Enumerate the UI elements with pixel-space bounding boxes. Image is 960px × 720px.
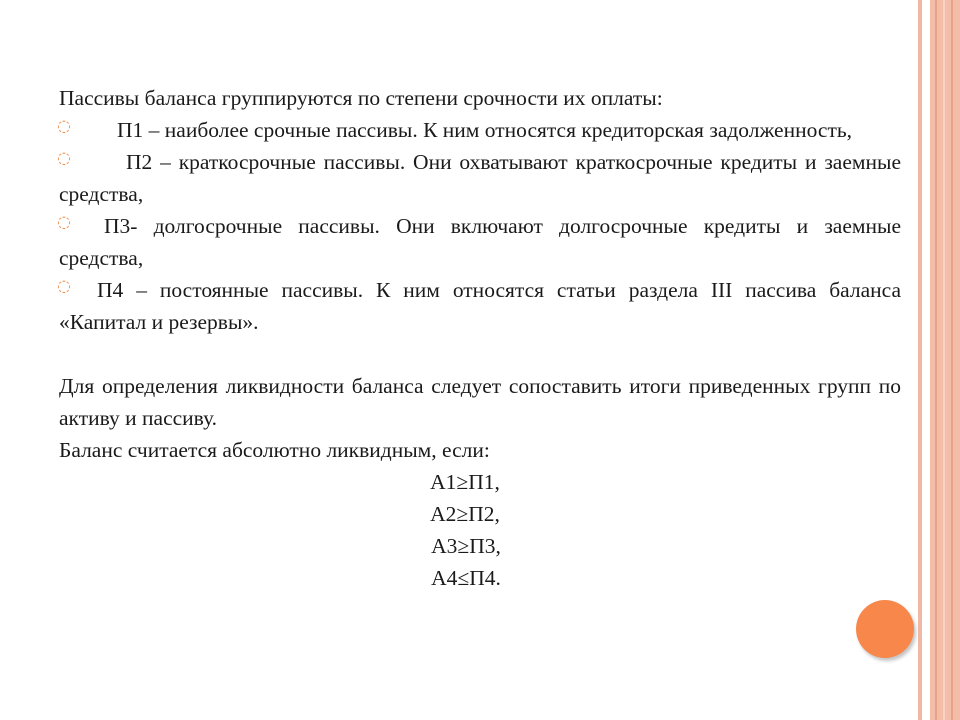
ring-bullet-icon: ◌: [57, 212, 71, 231]
ring-bullet-icon: ◌: [57, 276, 71, 295]
decorative-stripe-line: [935, 0, 937, 720]
spacer: [59, 338, 901, 370]
list-item-text: П4 – постоянные пассивы. К ним относятся статьи раздела III пассива баланса «Капитал и резервы».: [59, 278, 901, 334]
list-item-text: П2 – краткосрочные пассивы. Они охватывают краткосрочные кредиты и заемные средства,: [59, 150, 901, 206]
condition-intro: Баланс считается абсолютно ликвидным, если:: [59, 438, 490, 462]
slide-body: [59, 82, 901, 594]
list-item: [59, 274, 901, 338]
decorative-stripe-gap: [922, 0, 930, 720]
condition-line: А2≥П2,: [430, 502, 500, 526]
list-item: [59, 210, 901, 274]
list-item-text: П1 – наиболее срочные пассивы. К ним относятся кредиторская задолженность,: [117, 118, 853, 142]
condition-line: А3≥П3,: [431, 534, 501, 558]
orange-circle-decoration: [856, 600, 914, 658]
ring-bullet-icon: ◌: [57, 148, 71, 167]
intro-text: Пассивы баланса группируются по степени срочности их оплаты:: [59, 86, 663, 110]
condition-line: А4≤П4.: [431, 566, 501, 590]
list-item: [59, 146, 901, 210]
decorative-stripe-line: [951, 0, 953, 720]
condition-line: А1≥П1,: [430, 470, 500, 494]
list-item: [59, 114, 901, 146]
decorative-stripe-line: [943, 0, 945, 720]
liquidity-paragraph: Для определения ликвидности баланса следует сопоставить итоги приведенных групп по активу и пассиву.: [59, 374, 901, 430]
ring-bullet-icon: ◌: [57, 116, 71, 135]
list-item-text: П3- долгосрочные пассивы. Они включают долгосрочные кредиты и заемные средства,: [59, 214, 901, 270]
